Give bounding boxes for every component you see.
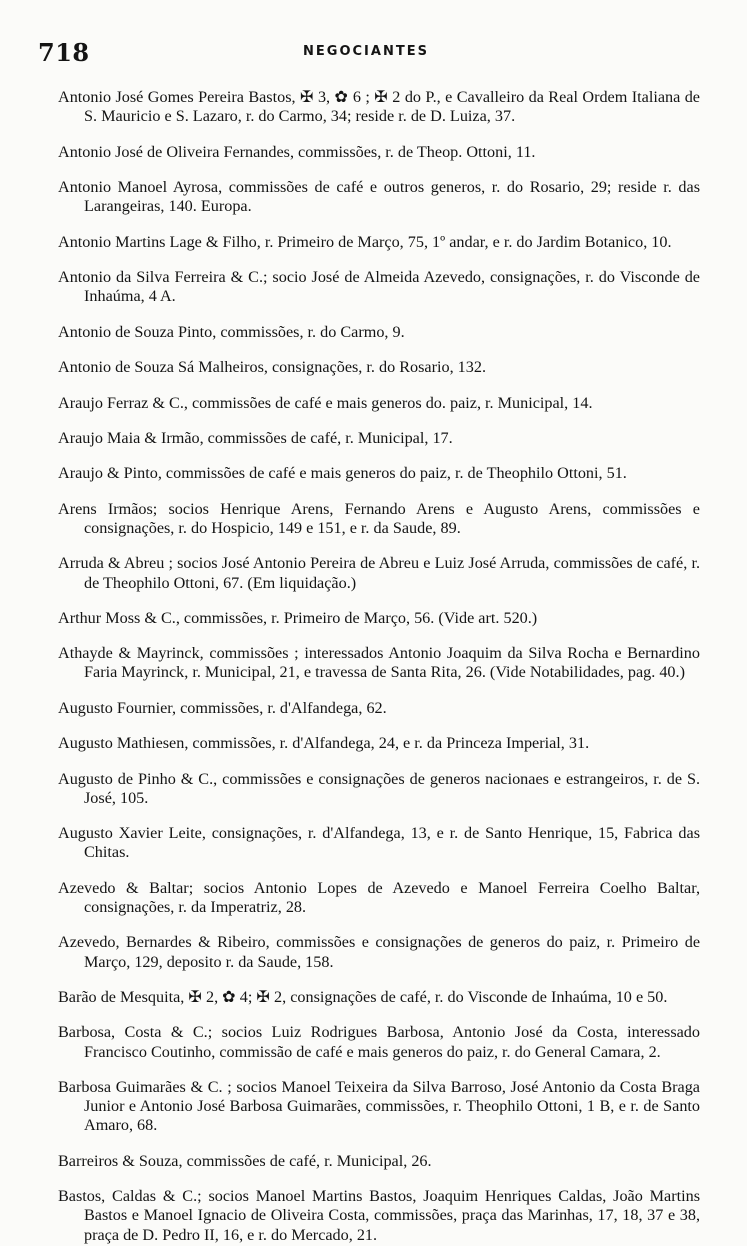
directory-entry: Araujo & Pinto, commissões de café e mais generos do paiz, r. de Theophilo Ottoni, 51.	[58, 464, 627, 483]
directory-entry: Augusto Fournier, commissões, r. d'Alfandega, 62.	[58, 698, 387, 717]
directory-entry: Antonio de Souza Pinto, commissões, r. do Carmo, 9.	[58, 322, 405, 341]
entry-list	[58, 72, 700, 1246]
directory-entry: Araujo Maia & Irmão, commissões de café, r. Municipal, 17.	[58, 428, 453, 447]
directory-entry: Antonio José Gomes Pereira Bastos, ✠ 3, ✿ 6 ; ✠ 2 do P., e Cavalleiro da Real Ordem Italiana de S. Mauricio e S. Lazaro, r. do Carmo, 34; reside r. de D. Luiza, 37.	[58, 88, 700, 126]
directory-entry: Azevedo & Baltar; socios Antonio Lopes de Azevedo e Manoel Ferreira Coelho Baltar, consignações, r. da Imperatriz, 28.	[58, 878, 700, 917]
page-header	[38, 38, 694, 68]
directory-entry: Barreiros & Souza, commissões de café, r. Municipal, 26.	[58, 1151, 432, 1170]
page-title: NEGOCIANTES	[303, 44, 429, 59]
directory-entry: Antonio José de Oliveira Fernandes, commissões, r. de Theop. Ottoni, 11.	[58, 142, 536, 161]
directory-entry: Augusto Mathiesen, commissões, r. d'Alfandega, 24, e r. da Princeza Imperial, 31.	[58, 734, 590, 753]
directory-entry: Barbosa, Costa & C.; socios Luiz Rodrigues Barbosa, Antonio José da Costa, interessado Francisco Coutinho, commissão de café e mais generos do paiz, r. do General Camara, 2.	[58, 1023, 700, 1061]
directory-entry: Arthur Moss & C., commissões, r. Primeiro de Março, 56. (Vide art. 520.)	[58, 608, 538, 627]
page-number: 718	[38, 38, 90, 67]
directory-entry: Augusto de Pinho & C., commissões e consignações de generos nacionaes e estrangeiros, r. de S. José, 105.	[58, 769, 700, 807]
directory-entry: Athayde & Mayrinck, commissões ; interessados Antonio Joaquim da Silva Rocha e Bernardino Faria Mayrinck, r. Municipal, 21, e travessa de Santa Rita, 26. (Vide Notabilidades, pag. 40.)	[58, 644, 700, 682]
directory-entry: Araujo Ferraz & C., commissões de café e mais generos do. paiz, r. Municipal, 14.	[58, 393, 593, 412]
directory-entry: Bastos, Caldas & C.; socios Manoel Martins Bastos, Joaquim Henriques Caldas, João Martins Bastos e Manoel Ignacio de Oliveira Costa, commissões, praça das Marinhas, 17, 18, 37 e 38, praça de D. Pedro II, 16, e r. do Mercado, 21.	[58, 1187, 700, 1244]
directory-entry: Barão de Mesquita, ✠ 2, ✿ 4; ✠ 2, consignações de café, r. do Visconde de Inhaúma, 10 e 50.	[58, 988, 668, 1007]
directory-entry: Barbosa Guimarães & C. ; socios Manoel Teixeira da Silva Barroso, José Antonio da Costa Braga Junior e Antonio José Barbosa Guimarães, commissões, r. Theophilo Ottoni, 1 B, e r. de Santo Amaro, 68.	[58, 1078, 700, 1135]
directory-entry: Arens Irmãos; socios Henrique Arens, Fernando Arens e Augusto Arens, commissões e consignações, r. do Hospicio, 149 e 151, e r. da Saude, 89.	[58, 499, 700, 537]
directory-entry: Antonio Martins Lage & Filho, r. Primeiro de Março, 75, 1º andar, e r. do Jardim Botanico, 10.	[58, 232, 672, 251]
directory-entry: Azevedo, Bernardes & Ribeiro, commissões e consignações de generos do paiz, r. Primeiro de Março, 129, deposito r. da Saude, 158.	[58, 933, 700, 971]
directory-entry: Antonio da Silva Ferreira & C.; socio José de Almeida Azevedo, consignações, r. do Visconde de Inhaúma, 4 A.	[58, 268, 700, 306]
directory-entry: Antonio Manoel Ayrosa, commissões de café e outros generos, r. do Rosario, 29; reside r. das Larangeiras, 140. Europa.	[58, 178, 700, 216]
directory-entry: Augusto Xavier Leite, consignações, r. d'Alfandega, 13, e r. de Santo Henrique, 15, Fabrica das Chitas.	[58, 824, 700, 862]
directory-entry: Arruda & Abreu ; socios José Antonio Pereira de Abreu e Luiz José Arruda, commissões de café, r. de Theophilo Ottoni, 67. (Em liquidação.)	[58, 554, 700, 592]
directory-entry: Antonio de Souza Sá Malheiros, consignações, r. do Rosario, 132.	[58, 358, 487, 377]
